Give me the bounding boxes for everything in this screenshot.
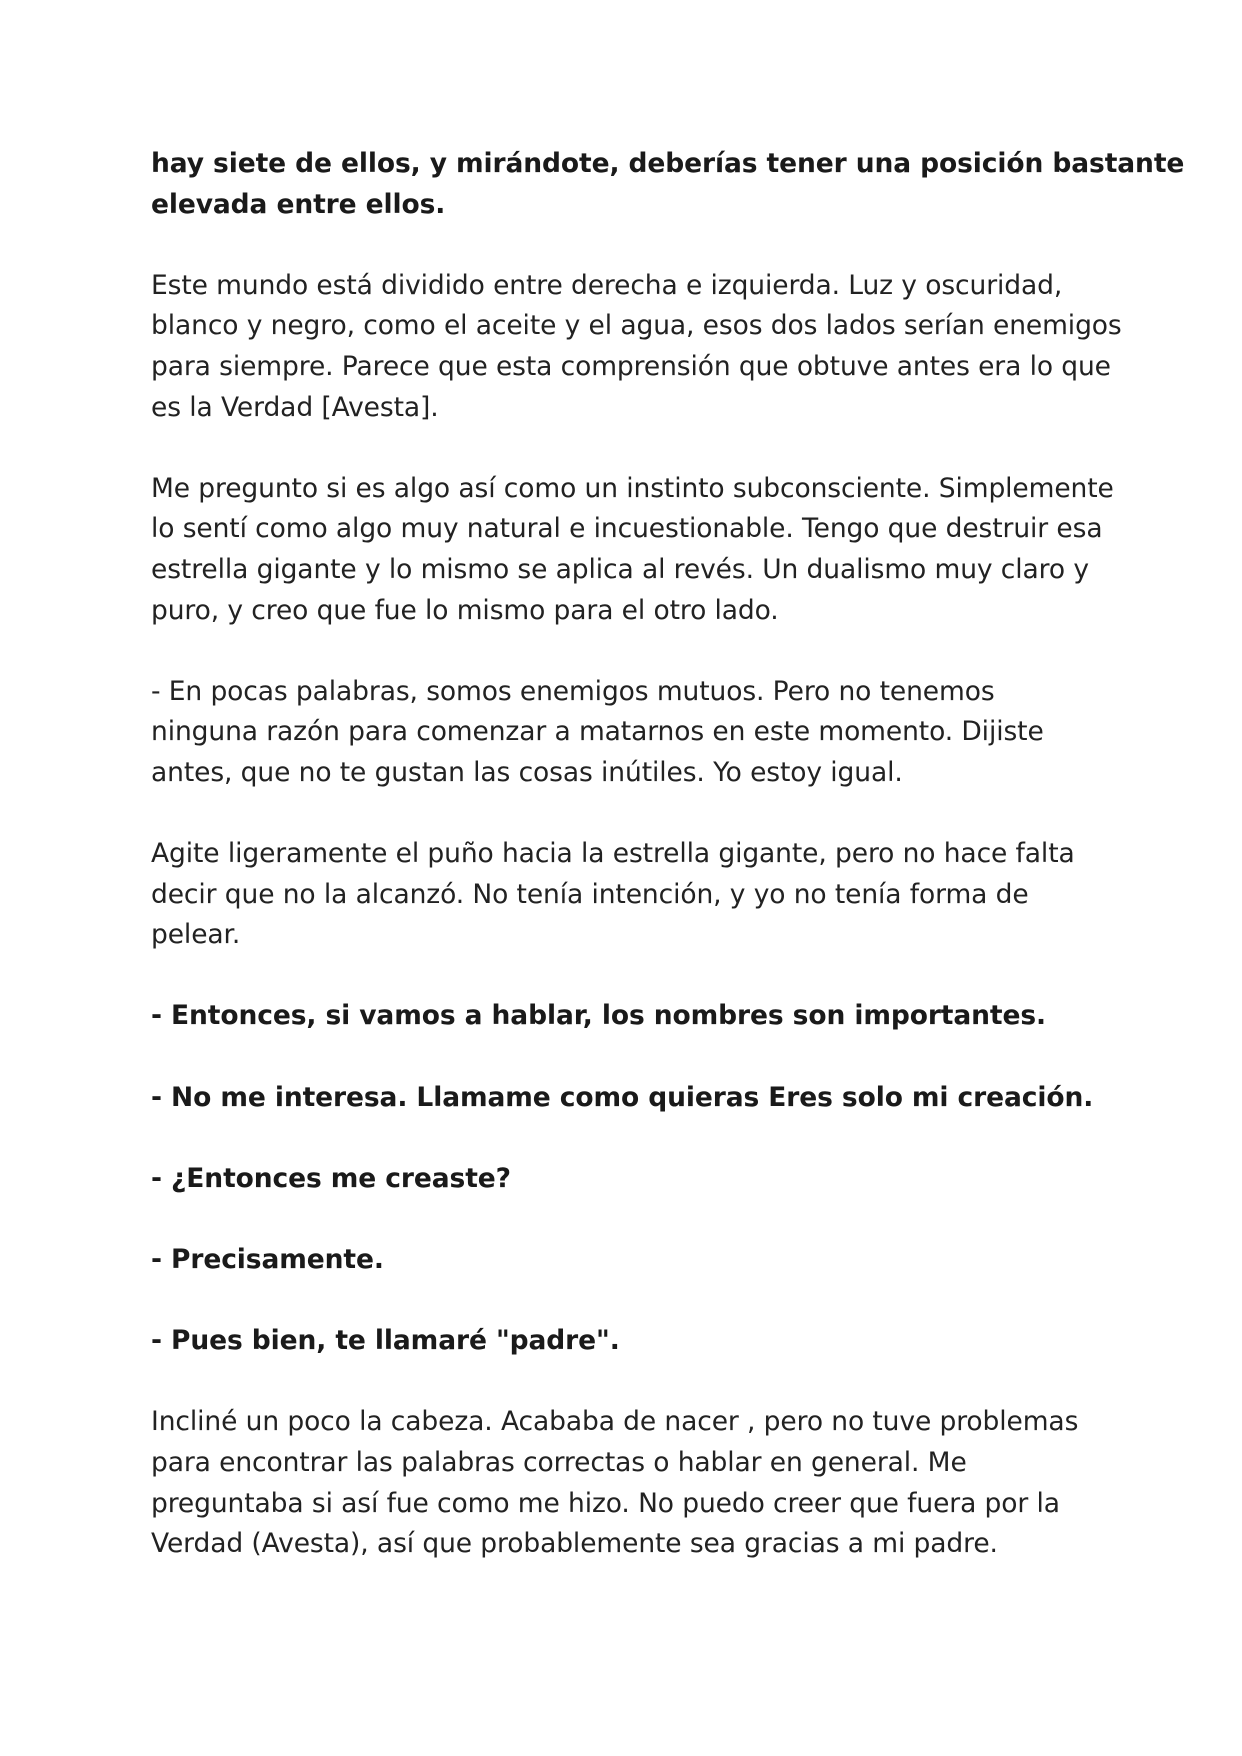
- text-line: puro, y creo que fue lo mismo para el otro lado.: [151, 594, 779, 626]
- paragraph: [151, 996, 1111, 1037]
- text-line: - No me interesa. Llamame como quieras Eres solo mi creación.: [151, 1081, 1094, 1113]
- text-line: para encontrar las palabras correctas o hablar en general. Me: [151, 1447, 967, 1478]
- text-line: hay siete de ellos, y mirándote, deberías tener una posición bastante: [151, 148, 1185, 179]
- document-page: [151, 144, 1185, 1605]
- text-line: Agite ligeramente el puño hacia la estrella gigante, pero no hace falta: [151, 838, 1075, 870]
- paragraph: [151, 834, 1111, 956]
- text-line: - Entonces, si vamos a hablar, los nombres son importantes.: [151, 1000, 1046, 1032]
- text-line: decir que no la alcanzó. No tenía intención, y yo no tenía forma de: [151, 878, 1029, 910]
- text-line: - Precisamente.: [151, 1244, 384, 1276]
- text-line: es la Verdad [Avesta].: [151, 391, 439, 423]
- text-line: Este mundo está dividido entre derecha e izquierda. Luz y oscuridad,: [151, 269, 1063, 301]
- paragraph: [151, 1321, 1111, 1362]
- text-line: preguntaba si así fue como me hizo. No puedo creer que fuera por la: [151, 1487, 1060, 1519]
- text-line: pelear.: [151, 919, 241, 951]
- text-line: lo sentí como algo muy natural e incuestionable. Tengo que destruir esa: [151, 513, 1103, 545]
- paragraph: [151, 1078, 1111, 1119]
- text-line: Me pregunto si es algo así como un instinto subconsciente. Simplemente: [151, 472, 1114, 504]
- paragraph: [151, 1240, 1111, 1281]
- paragraph: [151, 672, 1111, 794]
- text-line: antes, que no te gustan las cosas inútiles. Yo estoy igual.: [151, 756, 903, 788]
- text-line: Incliné un poco la cabeza. Acababa de nacer , pero no tuve problemas: [151, 1406, 1079, 1438]
- text-line: elevada entre ellos.: [151, 188, 446, 220]
- text-line: blanco y negro, como el aceite y el agua, esos dos lados serían enemigos: [151, 310, 1122, 342]
- paragraph: [151, 1159, 1111, 1200]
- text-line: para siempre. Parece que esta comprensión que obtuve antes era lo que: [151, 350, 1111, 382]
- text-line: ninguna razón para comenzar a matarnos en este momento. Dijiste: [151, 716, 1044, 748]
- text-line: - ¿Entonces me creaste?: [151, 1162, 511, 1194]
- text-line: Verdad (Avesta), así que probablemente sea gracias a mi padre.: [151, 1528, 998, 1560]
- paragraph: [151, 1402, 1111, 1564]
- paragraph: [151, 266, 1122, 428]
- paragraph: [151, 144, 1185, 225]
- text-line: estrella gigante y lo mismo se aplica al revés. Un dualismo muy claro y: [151, 553, 1089, 585]
- text-line: - Pues bien, te llamaré "padre".: [151, 1325, 620, 1357]
- text-line: - En pocas palabras, somos enemigos mutuos. Pero no tenemos: [151, 675, 995, 707]
- paragraph: [151, 469, 1114, 631]
